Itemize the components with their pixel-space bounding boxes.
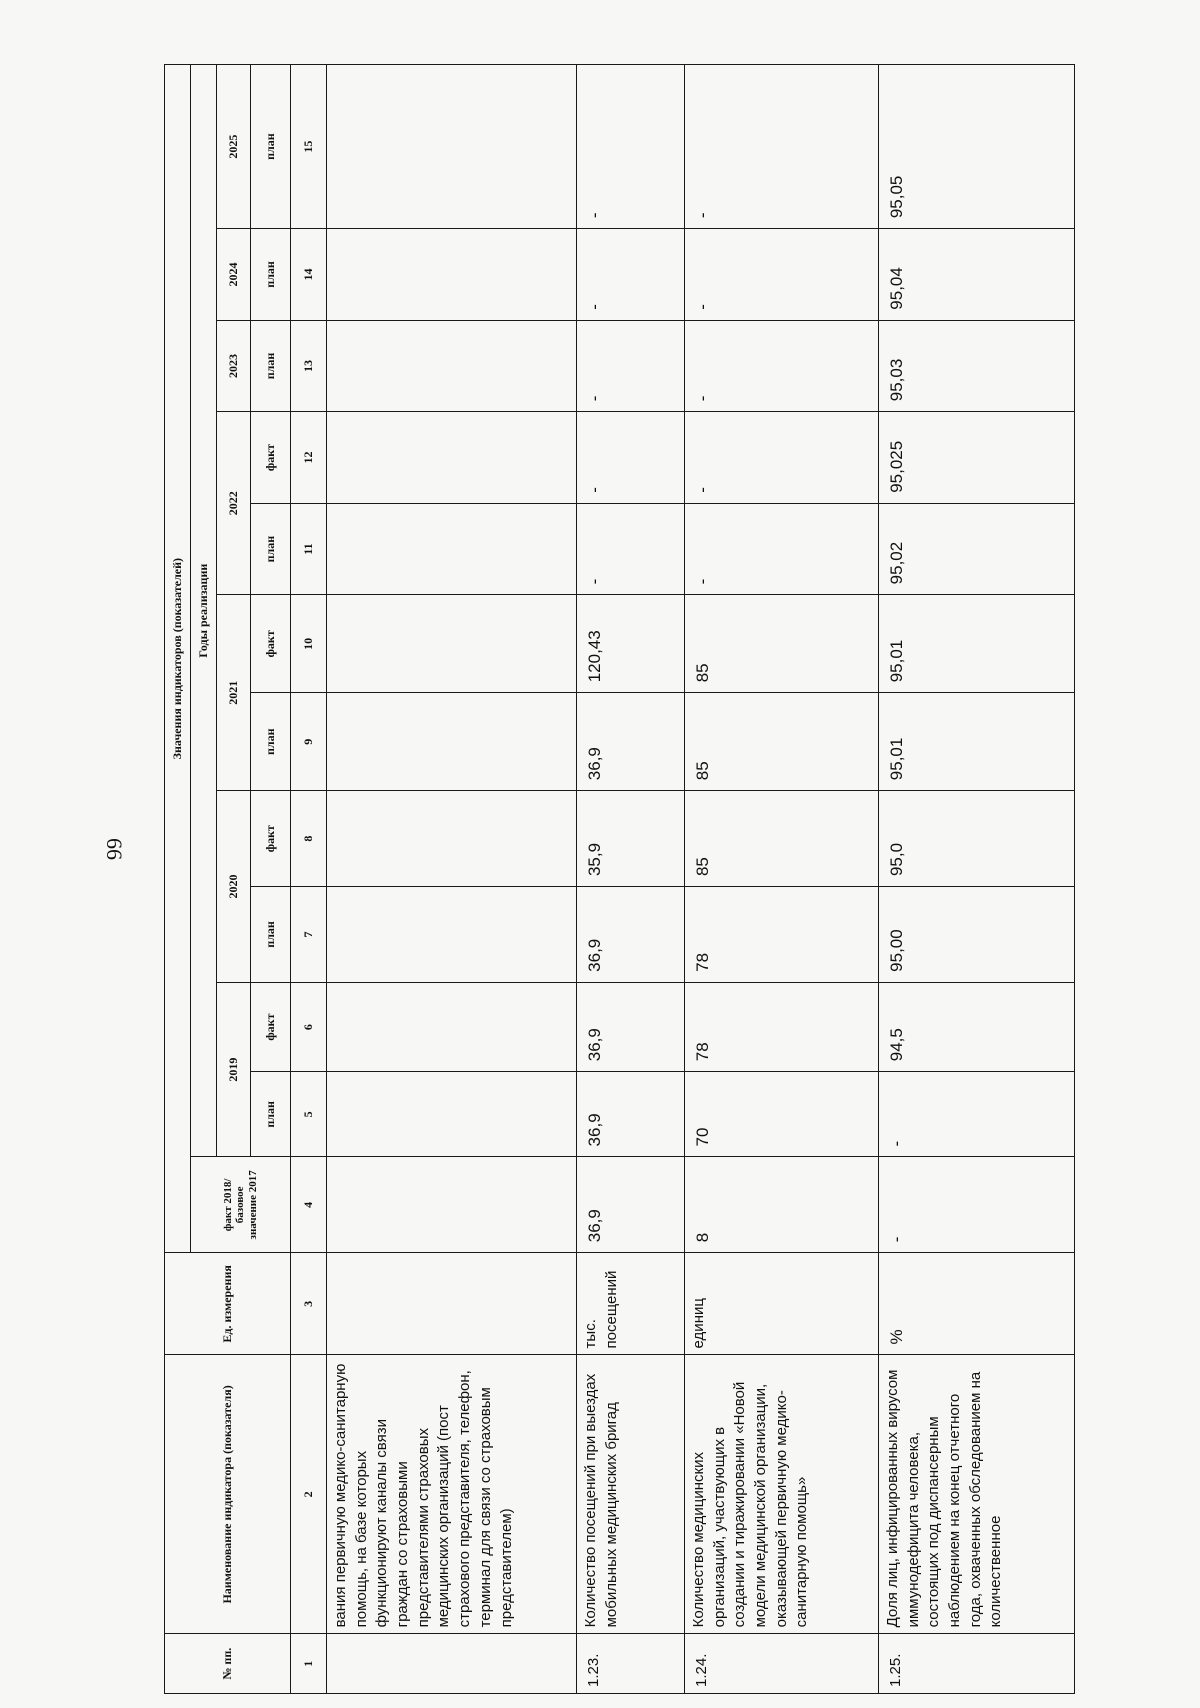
header-plan: план	[251, 320, 291, 412]
column-number: 7	[291, 887, 327, 983]
value-cell: 35,9	[577, 791, 685, 887]
value-cell: -	[577, 412, 685, 504]
value-cell: 85	[685, 595, 879, 693]
header-plan: план	[251, 693, 291, 791]
value-cell: 36,9	[577, 1157, 685, 1253]
value-cell: 36,9	[577, 887, 685, 983]
value-cell: -	[685, 503, 879, 595]
header-fact: факт	[251, 595, 291, 693]
unit-cell	[327, 1253, 577, 1355]
indicator-name: Доля лиц, инфицированных вирусом иммунодефицита человека, состоящих под диспансерным наблюдением на конец отчетного года, охваченных обследованием на количественное	[879, 1355, 1075, 1634]
value-cell: -	[685, 229, 879, 321]
value-cell: 95,0	[879, 791, 1075, 887]
header-fact: факт	[251, 982, 291, 1071]
value-cell: 78	[685, 887, 879, 983]
value-cell: 120,43	[577, 595, 685, 693]
value-cell: 95,02	[879, 503, 1075, 595]
value-cell: 36,9	[577, 1072, 685, 1157]
column-number: 6	[291, 982, 327, 1071]
value-cell: 95,05	[879, 65, 1075, 229]
row-number	[327, 1634, 577, 1694]
value-cell	[327, 229, 577, 321]
column-number: 10	[291, 595, 327, 693]
column-number: 5	[291, 1072, 327, 1157]
header-fact: факт	[251, 791, 291, 887]
value-cell: 78	[685, 982, 879, 1071]
header-year-2021: 2021	[217, 595, 251, 791]
column-number: 4	[291, 1157, 327, 1253]
header-plan: план	[251, 887, 291, 983]
value-cell: 36,9	[577, 693, 685, 791]
header-year-2020: 2020	[217, 791, 251, 983]
value-cell: -	[577, 229, 685, 321]
row-number: 1.23.	[577, 1634, 685, 1694]
header-year-2024: 2024	[217, 229, 251, 321]
value-cell	[327, 1157, 577, 1253]
rotated-table-container	[164, 64, 1074, 1694]
value-cell	[327, 412, 577, 504]
unit-cell: %	[879, 1253, 1075, 1355]
header-unit: Ед. измерения	[165, 1253, 291, 1355]
header-fact: факт	[251, 412, 291, 504]
value-cell	[327, 503, 577, 595]
column-number: 8	[291, 791, 327, 887]
indicator-name: вания первичную медико-санитарную помощь, на базе которых функционируют каналы связи граждан со страховыми представителями страховых медицинских организаций (пост страхового представителя, телефон, терминал для связи со страховым представителем)	[327, 1355, 577, 1634]
value-cell: 8	[685, 1157, 879, 1253]
header-base: факт 2018/базовое значение 2017	[191, 1157, 291, 1253]
value-cell: -	[879, 1072, 1075, 1157]
header-year-2022: 2022	[217, 412, 251, 595]
table-row	[327, 65, 577, 1694]
column-number: 15	[291, 65, 327, 229]
value-cell: 85	[685, 693, 879, 791]
value-cell: 95,03	[879, 320, 1075, 412]
value-cell: 70	[685, 1072, 879, 1157]
row-number: 1.24.	[685, 1634, 879, 1694]
header-year-2023: 2023	[217, 320, 251, 412]
value-cell: -	[577, 65, 685, 229]
header-plan: план	[251, 229, 291, 321]
value-cell	[327, 791, 577, 887]
value-cell: -	[685, 320, 879, 412]
column-number: 12	[291, 412, 327, 504]
column-number: 14	[291, 229, 327, 321]
indicators-table	[164, 64, 1075, 1694]
value-cell	[327, 693, 577, 791]
column-number: 3	[291, 1253, 327, 1355]
column-number: 13	[291, 320, 327, 412]
value-cell: 85	[685, 791, 879, 887]
value-cell: 95,04	[879, 229, 1075, 321]
column-number: 1	[291, 1634, 327, 1694]
value-cell	[327, 595, 577, 693]
page-number: 66	[102, 838, 127, 860]
value-cell	[327, 887, 577, 983]
header-no: № пп.	[165, 1634, 291, 1694]
value-cell: -	[577, 503, 685, 595]
value-cell: -	[685, 412, 879, 504]
table-row	[879, 65, 1075, 1694]
header-plan: план	[251, 503, 291, 595]
value-cell: -	[879, 1157, 1075, 1253]
header-plan: план	[251, 1072, 291, 1157]
unit-cell: единиц	[685, 1253, 879, 1355]
value-cell	[327, 982, 577, 1071]
value-cell: -	[685, 65, 879, 229]
value-cell: 36,9	[577, 982, 685, 1071]
column-number: 9	[291, 693, 327, 791]
value-cell: 95,025	[879, 412, 1075, 504]
header-years-group: Годы реализации	[191, 65, 217, 1157]
header-name: Наименование индикатора (показателя)	[165, 1355, 291, 1634]
value-cell	[327, 65, 577, 229]
column-number: 2	[291, 1355, 327, 1634]
value-cell: 94,5	[879, 982, 1075, 1071]
value-cell: 95,00	[879, 887, 1075, 983]
unit-cell: тыс. посещений	[577, 1253, 685, 1355]
table-row	[577, 65, 685, 1694]
row-number: 1.25.	[879, 1634, 1075, 1694]
value-cell: 95,01	[879, 693, 1075, 791]
header-values-group: Значения индикаторов (показателей)	[165, 65, 191, 1253]
value-cell	[327, 320, 577, 412]
value-cell	[327, 1072, 577, 1157]
indicator-name: Количество медицинских организаций, участвующих в создании и тиражировании «Новой модели медицинской организации, оказывающей первичную медико-санитарную помощь»	[685, 1355, 879, 1634]
header-plan: план	[251, 65, 291, 229]
value-cell: -	[577, 320, 685, 412]
header-year-2025: 2025	[217, 65, 251, 229]
table-row	[685, 65, 879, 1694]
column-number: 11	[291, 503, 327, 595]
indicator-name: Количество посещений при выездах мобильных медицинских бригад	[577, 1355, 685, 1634]
value-cell: 95,01	[879, 595, 1075, 693]
header-year-2019: 2019	[217, 982, 251, 1157]
